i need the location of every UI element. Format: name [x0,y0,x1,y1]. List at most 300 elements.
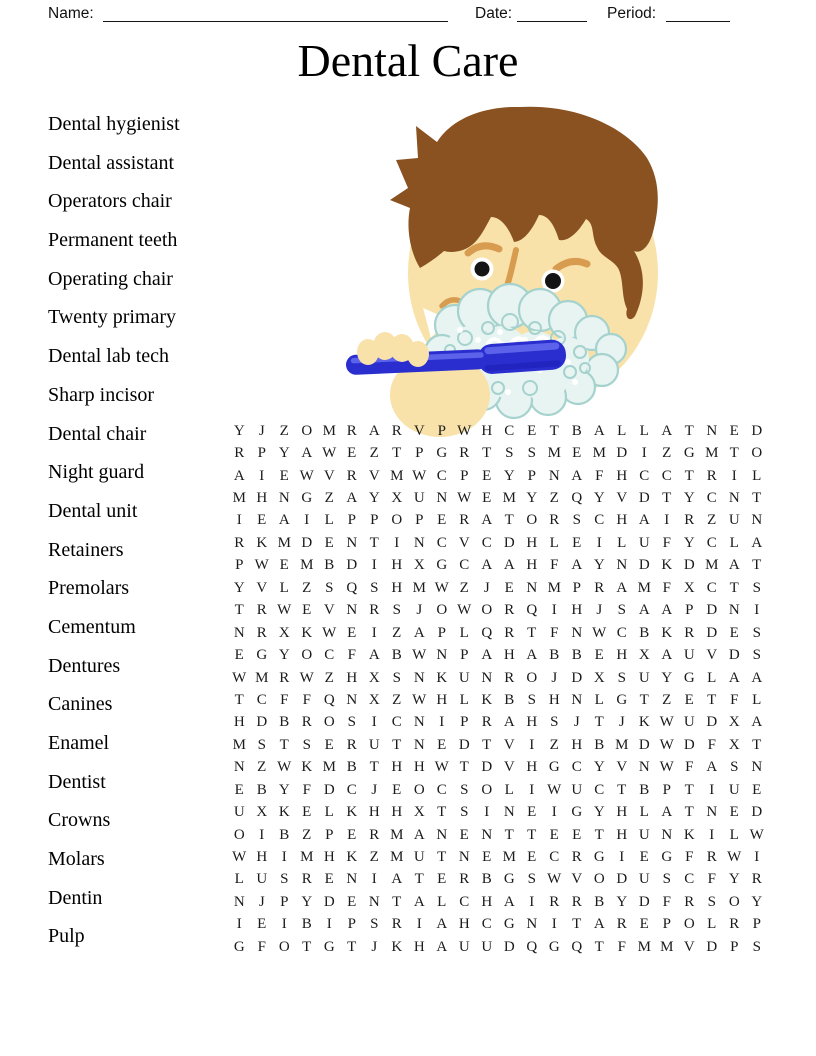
word-list-item: Dentist [48,770,106,793]
grid-letter: A [728,557,740,574]
grid-letter: D [571,669,583,686]
grid-letter: G [256,647,268,664]
grid-letter: M [322,422,336,439]
grid-letter: M [615,736,629,753]
grid-letter: M [660,938,674,955]
grid-letter: I [439,714,445,731]
grid-letter: Y [233,579,245,596]
word-list-item: Premolars [48,577,130,600]
grid-letter: H [391,804,403,821]
grid-letter: A [751,669,763,686]
grid-letter: C [661,467,672,484]
grid-letter: S [392,602,401,619]
grid-letter: H [256,849,268,866]
grid-letter: G [503,871,515,888]
grid-letter: L [617,422,627,439]
grid-letter: L [639,804,649,821]
grid-letter: D [751,422,763,439]
word-list [48,105,180,956]
grid-letter: E [347,624,357,641]
grid-letter: H [256,490,268,507]
grid-letter: E [729,804,739,821]
grid-letter: E [437,736,447,753]
grid-letter: R [684,624,695,641]
grid-letter: R [594,579,605,596]
grid-letter: E [482,849,492,866]
grid-letter: Z [662,691,672,708]
grid-letter: S [572,512,581,529]
grid-letter: W [412,467,427,484]
grid-letter: E [729,624,739,641]
grid-letter: P [235,557,244,574]
grid-letter: T [527,826,537,843]
grid-letter: Z [302,579,312,596]
grid-letter: N [548,467,560,484]
grid-letter: A [436,916,448,933]
grid-letter: A [661,804,673,821]
grid-letter: G [323,938,335,955]
grid-letter: C [324,647,335,664]
grid-letter: H [323,849,335,866]
grid-letter: T [437,804,447,821]
grid-letter: N [526,579,538,596]
grid-letter: X [683,579,695,596]
grid-letter: E [392,781,402,798]
grid-letter: R [616,916,627,933]
grid-letter: G [683,669,695,686]
grid-letter: W [457,490,472,507]
grid-letter: N [481,669,493,686]
grid-letter: H [233,714,245,731]
grid-letter: Y [301,893,313,910]
grid-letter: P [415,445,424,462]
grid-letter: L [549,534,559,551]
grid-letter: N [436,490,448,507]
grid-letter: H [391,759,403,776]
grid-letter: N [413,714,425,731]
grid-letter: V [616,759,628,776]
grid-letter: S [347,714,356,731]
grid-letter: N [368,893,380,910]
grid-letter: R [391,916,402,933]
grid-letter: L [617,534,627,551]
grid-letter: W [434,579,449,596]
grid-letter: N [458,849,470,866]
grid-letter: K [661,624,673,641]
grid-letter: H [548,691,560,708]
grid-letter: T [752,736,762,753]
grid-letter: K [683,826,695,843]
grid-letter: J [573,714,580,731]
grid-letter: X [256,804,268,821]
grid-letter: D [751,804,763,821]
grid-letter: R [369,602,380,619]
grid-letter: R [504,602,515,619]
grid-letter: F [302,691,311,708]
grid-letter: E [639,916,649,933]
grid-letter: W [659,759,674,776]
grid-letter: B [594,893,605,910]
grid-letter: A [481,512,493,529]
grid-letter: I [416,916,422,933]
grid-letter: I [236,512,242,529]
grid-letter: F [595,467,604,484]
grid-letter: F [730,691,739,708]
grid-letter: T [549,422,559,439]
grid-letter: W [232,849,247,866]
grid-letter: H [526,557,538,574]
grid-letter: W [547,871,562,888]
grid-letter: D [638,736,650,753]
grid-letter: B [549,647,560,664]
grid-letter: M [592,445,606,462]
grid-letter: W [457,602,472,619]
grid-letter: E [527,804,537,821]
grid-letter: D [616,445,628,462]
grid-letter: A [413,826,425,843]
grid-letter: A [346,490,358,507]
grid-letter: K [346,804,358,821]
grid-letter: T [594,938,604,955]
grid-letter: P [752,916,761,933]
grid-letter: I [259,467,265,484]
word-search-grid [228,420,768,959]
grid-letter: R [234,445,245,462]
grid-letter: T [594,714,604,731]
grid-letter: T [729,579,739,596]
word-list-item: Dentures [48,654,121,677]
grid-letter: L [504,781,514,798]
grid-letter: P [662,916,671,933]
grid-letter: C [571,759,582,776]
grid-letter: E [482,490,492,507]
grid-letter: N [481,826,493,843]
grid-letter: R [346,736,357,753]
grid-letter: S [370,916,379,933]
grid-letter: A [368,647,380,664]
grid-letter: K [256,534,268,551]
grid-letter: Y [593,804,605,821]
grid-letter: S [392,669,401,686]
grid-letter: S [617,669,626,686]
grid-letter: B [279,826,290,843]
grid-letter: M [300,557,314,574]
grid-letter: H [481,893,493,910]
grid-letter: O [233,826,245,843]
grid-letter: A [661,647,673,664]
grid-letter: C [594,781,605,798]
grid-letter: F [550,624,559,641]
grid-letter: M [547,579,561,596]
grid-letter: Y [683,534,695,551]
grid-letter: C [391,714,402,731]
word-list-item: Dental assistant [48,151,175,174]
grid-letter: R [346,422,357,439]
grid-letter: D [346,557,358,574]
grid-letter: Z [392,691,402,708]
grid-letter: D [323,893,335,910]
grid-letter: G [661,849,673,866]
grid-letter: B [346,759,357,776]
grid-letter: Q [526,938,538,955]
grid-letter: S [752,938,761,955]
grid-letter: I [754,602,760,619]
grid-letter: G [683,445,695,462]
grid-letter: D [683,736,695,753]
grid-letter: W [592,624,607,641]
grid-letter: N [346,691,358,708]
grid-letter: H [481,422,493,439]
grid-letter: Z [324,490,334,507]
grid-letter: R [504,624,515,641]
grid-letter: X [368,669,380,686]
grid-letter: H [391,557,403,574]
grid-letter: E [324,534,334,551]
grid-letter: T [504,512,514,529]
grid-letter: C [436,534,447,551]
grid-letter: I [371,557,377,574]
grid-letter: E [639,849,649,866]
grid-letter: Y [616,893,628,910]
grid-letter: L [594,691,604,708]
grid-letter: K [301,759,313,776]
grid-letter: K [661,557,673,574]
grid-letter: M [705,557,719,574]
grid-letter: T [347,938,357,955]
grid-letter: S [505,445,514,462]
grid-letter: I [529,736,535,753]
grid-letter: N [233,759,245,776]
grid-letter: J [618,714,625,731]
grid-letter: N [346,602,358,619]
grid-letter: Y [683,490,695,507]
grid-letter: J [258,893,265,910]
grid-letter: R [256,624,267,641]
grid-letter: H [391,579,403,596]
grid-letter: S [527,691,536,708]
grid-letter: F [257,938,266,955]
grid-letter: Z [302,826,312,843]
grid-letter: T [392,445,402,462]
grid-letter: E [572,534,582,551]
grid-letter: H [526,534,538,551]
grid-letter: E [572,445,582,462]
grid-letter: C [706,579,717,596]
grid-letter: A [481,557,493,574]
grid-letter: O [413,781,425,798]
grid-letter: N [751,512,763,529]
grid-letter: W [299,669,314,686]
grid-letter: M [637,938,651,955]
grid-letter: A [436,938,448,955]
grid-letter: Q [323,691,335,708]
grid-letter: A [661,422,673,439]
grid-letter: I [641,445,647,462]
grid-letter: D [503,938,515,955]
grid-letter: Y [503,467,515,484]
grid-letter: U [481,938,493,955]
grid-letter: V [413,422,425,439]
grid-letter: L [279,579,289,596]
grid-letter: F [707,871,716,888]
grid-letter: W [412,647,427,664]
period-blank-field[interactable] [666,4,730,22]
grid-letter: T [392,893,402,910]
grid-letter: E [752,781,762,798]
grid-letter: N [661,826,673,843]
grid-letter: G [436,445,448,462]
grid-letter: C [459,893,470,910]
grid-letter: Z [549,490,559,507]
grid-letter: I [371,871,377,888]
grid-letter: I [236,916,242,933]
word-list-item: Retainers [48,538,124,561]
grid-letter: E [279,557,289,574]
grid-letter: H [616,467,628,484]
grid-letter: P [437,624,446,641]
grid-letter: A [413,893,425,910]
grid-letter: E [347,893,357,910]
grid-letter: N [503,804,515,821]
grid-letter: R [459,871,470,888]
grid-letter: A [638,512,650,529]
grid-letter: I [619,849,625,866]
grid-letter: R [256,602,267,619]
grid-letter: D [683,557,695,574]
grid-letter: B [481,871,492,888]
grid-letter: E [347,445,357,462]
grid-letter: F [707,736,716,753]
grid-letter: O [526,669,538,686]
grid-letter: W [322,445,337,462]
grid-letter: F [662,579,671,596]
grid-letter: G [548,759,560,776]
grid-letter: P [347,512,356,529]
grid-letter: S [280,871,289,888]
period-label: Period: [607,5,657,22]
grid-letter: L [707,916,717,933]
grid-letter: Y [751,893,763,910]
grid-letter: W [277,759,292,776]
grid-letter: T [684,422,694,439]
grid-letter: A [593,916,605,933]
grid-letter: X [638,647,650,664]
grid-letter: P [370,512,379,529]
grid-letter: Y [593,490,605,507]
grid-letter: N [346,871,358,888]
grid-letter: F [662,893,671,910]
grid-letter: W [547,781,562,798]
grid-letter: I [551,602,557,619]
grid-letter: R [549,512,560,529]
grid-letter: C [436,781,447,798]
grid-letter: D [706,938,718,955]
grid-letter: U [728,781,740,798]
grid-letter: A [616,579,628,596]
grid-letter: U [458,669,470,686]
grid-letter: H [346,669,358,686]
grid-letter: L [707,669,717,686]
grid-letter: N [233,624,245,641]
grid-letter: A [706,759,718,776]
grid-letter: R [504,669,515,686]
grid-letter: O [323,714,335,731]
grid-letter: O [526,512,538,529]
grid-letter: M [390,826,404,843]
date-blank-field[interactable] [517,4,587,22]
grid-letter: Z [369,849,379,866]
grid-letter: E [594,647,604,664]
word-list-item: Crowns [48,809,111,832]
grid-letter: R [549,893,560,910]
grid-letter: T [707,691,717,708]
grid-letter: I [281,849,287,866]
grid-letter: K [391,938,403,955]
grid-letter: T [639,691,649,708]
grid-letter: T [437,849,447,866]
grid-letter: A [571,557,583,574]
grid-letter: Y [728,871,740,888]
grid-letter: A [368,422,380,439]
grid-letter: T [482,736,492,753]
grid-letter: O [593,871,605,888]
grid-letter: M [322,759,336,776]
grid-letter: A [481,647,493,664]
grid-letter: X [278,624,290,641]
grid-letter: M [277,534,291,551]
grid-letter: O [751,445,763,462]
grid-letter: T [752,557,762,574]
grid-letter: U [683,714,695,731]
grid-letter: T [369,534,379,551]
grid-letter: A [638,602,650,619]
grid-letter: N [413,669,425,686]
grid-letter: N [526,916,538,933]
grid-letter: P [460,714,469,731]
grid-letter: S [302,736,311,753]
grid-letter: P [280,893,289,910]
word-list-item: Cementum [48,615,136,638]
name-blank-field[interactable] [103,4,448,22]
grid-letter: T [684,781,694,798]
grid-letter: D [256,714,268,731]
grid-letter: E [527,422,537,439]
grid-letter: N [436,647,448,664]
grid-letter: T [482,445,492,462]
grid-letter: L [459,624,469,641]
word-list-item: Molars [48,848,105,871]
grid-letter: I [551,804,557,821]
word-list-item: Dental lab tech [48,345,170,368]
grid-letter: N [233,893,245,910]
grid-letter: I [731,467,737,484]
grid-letter: Z [324,669,334,686]
grid-letter: X [593,669,605,686]
grid-letter: C [436,467,447,484]
grid-letter: D [458,736,470,753]
grid-letter: S [730,759,739,776]
grid-letter: E [279,467,289,484]
grid-letter: K [301,624,313,641]
grid-letter: A [751,534,763,551]
grid-letter: Y [278,647,290,664]
grid-letter: I [664,512,670,529]
grid-letter: Z [369,445,379,462]
grid-letter: E [729,422,739,439]
grid-letter: Q [571,490,583,507]
grid-letter: S [257,736,266,753]
grid-letter: I [281,916,287,933]
